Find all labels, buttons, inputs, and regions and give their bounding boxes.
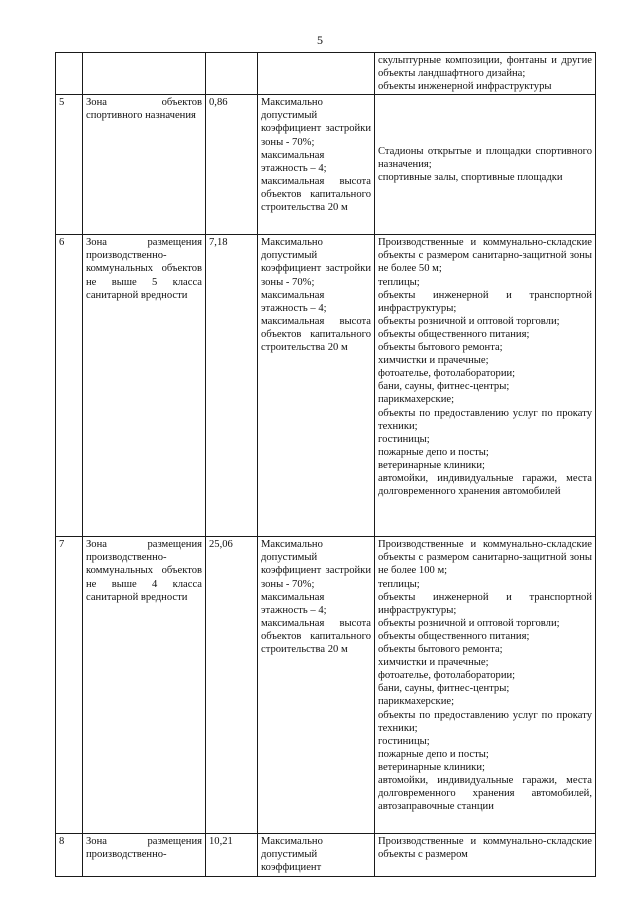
use-item: бани, сауны, фитнес-центры; <box>378 381 510 393</box>
zone-name: Зона размещения производственно-коммунальных объектов не выше 5 класса санитарной вредности <box>83 235 206 537</box>
param-item: Максимально допустимый коэффициент застройки зоны - 70%; <box>261 539 371 590</box>
page-number: 5 <box>317 33 323 47</box>
param-item: максимальная этажность – 4; <box>261 289 327 314</box>
use-item: объекты розничной и оптовой торговли; <box>378 617 560 629</box>
row-number: 6 <box>56 235 83 537</box>
use-item: бани, сауны, фитнес-центры; <box>378 683 510 695</box>
area-value: 10,21 <box>206 834 258 876</box>
use-item: парикмахерские; <box>378 696 455 708</box>
param-item: максимальная этажность – 4; <box>261 591 327 616</box>
table-row <box>56 95 596 235</box>
use-item: объекты общественного питания; <box>378 328 530 340</box>
row-number: 5 <box>56 95 83 235</box>
use-item: Производственные и коммунально-складские объекты с размером санитарно-защитной зоны не более 50 м; <box>378 237 592 275</box>
use-item: объекты розничной и оптовой торговли; <box>378 315 560 327</box>
table-row <box>56 53 596 95</box>
use-item: ветеринарные клиники; <box>378 459 485 471</box>
use-item: объекты инженерной и транспортной инфраструктуры; <box>378 591 592 616</box>
zone-name-cell <box>83 53 206 95</box>
param-item: Максимально допустимый коэффициент <box>261 836 323 874</box>
zone-name: Зона размещения производственно-коммунальных объектов не выше 4 класса санитарной вредности <box>83 537 206 834</box>
use-item: химчистки и прачечные; <box>378 657 489 669</box>
use-item: скульптурные композиции, фонтаны и другие объекты ландшафтного дизайна; <box>378 55 592 80</box>
uses-cell <box>375 235 596 537</box>
use-item: фотоателье, фотолаборатории; <box>378 670 516 682</box>
table-row <box>56 537 596 834</box>
area-value: 0,86 <box>206 95 258 235</box>
use-item: объекты по предоставлению услуг по прокату техники; <box>378 709 592 734</box>
use-item: пожарные депо и посты; <box>378 446 489 458</box>
use-item: объекты по предоставлению услуг по прокату техники; <box>378 407 592 432</box>
uses-cell <box>375 95 596 235</box>
use-item: объекты инженерной и транспортной инфраструктуры; <box>378 289 592 314</box>
use-item: химчистки и прачечные; <box>378 355 489 367</box>
use-item: теплицы; <box>378 578 420 590</box>
use-item: автомойки, индивидуальные гаражи, места долговременного хранения автомобилей, автозаправочные станции <box>378 774 592 813</box>
row-number: 7 <box>56 537 83 834</box>
use-item: объекты инженерной инфраструктуры <box>378 81 552 93</box>
zone-name: Зона размещения производственно- <box>83 834 206 876</box>
row-number-cell <box>56 53 83 95</box>
use-item: спортивные залы, спортивные площадки <box>378 172 563 184</box>
uses-cell <box>375 53 596 95</box>
table-row <box>56 834 596 876</box>
param-item: максимальная этажность – 4; <box>261 149 327 174</box>
use-item: парикмахерские; <box>378 394 455 406</box>
use-item: теплицы; <box>378 276 420 288</box>
use-item: Производственные и коммунально-складские объекты с размером санитарно-защитной зоны не более 100 м; <box>378 539 592 577</box>
use-item: автомойки, индивидуальные гаражи, места долговременного хранения автомобилей <box>378 472 592 498</box>
use-item: объекты бытового ремонта; <box>378 644 503 656</box>
param-item: максимальная высота объектов капитального строительства 20 м <box>261 175 371 214</box>
use-item: пожарные депо и посты; <box>378 748 489 760</box>
use-item: Стадионы открытые и площадки спортивного назначения; <box>378 146 592 171</box>
use-item: гостиницы; <box>378 735 430 747</box>
param-item: Максимально допустимый коэффициент застройки зоны - 70%; <box>261 97 371 148</box>
area-value: 25,06 <box>206 537 258 834</box>
use-item: гостиницы; <box>378 433 430 445</box>
zones-table <box>55 52 596 877</box>
table-row <box>56 235 596 537</box>
param-item: максимальная высота объектов капитального строительства 20 м <box>261 617 371 656</box>
uses-cell <box>375 834 596 876</box>
params-cell <box>258 53 375 95</box>
params-cell <box>258 537 375 834</box>
area-value: 7,18 <box>206 235 258 537</box>
uses-cell <box>375 537 596 834</box>
params-cell <box>258 834 375 876</box>
zone-name: Зона объектов спортивного назначения <box>83 95 206 235</box>
use-item: Производственные и коммунально-складские объекты с размером <box>378 836 592 861</box>
area-cell <box>206 53 258 95</box>
use-item: ветеринарные клиники; <box>378 761 485 773</box>
row-number: 8 <box>56 834 83 876</box>
param-item: Максимально допустимый коэффициент застройки зоны - 70%; <box>261 237 371 288</box>
param-item: максимальная высота объектов капитального строительства 20 м <box>261 315 371 354</box>
params-cell <box>258 235 375 537</box>
use-item: фотоателье, фотолаборатории; <box>378 368 516 380</box>
use-item: объекты бытового ремонта; <box>378 342 503 354</box>
params-cell <box>258 95 375 235</box>
use-item: объекты общественного питания; <box>378 630 530 642</box>
